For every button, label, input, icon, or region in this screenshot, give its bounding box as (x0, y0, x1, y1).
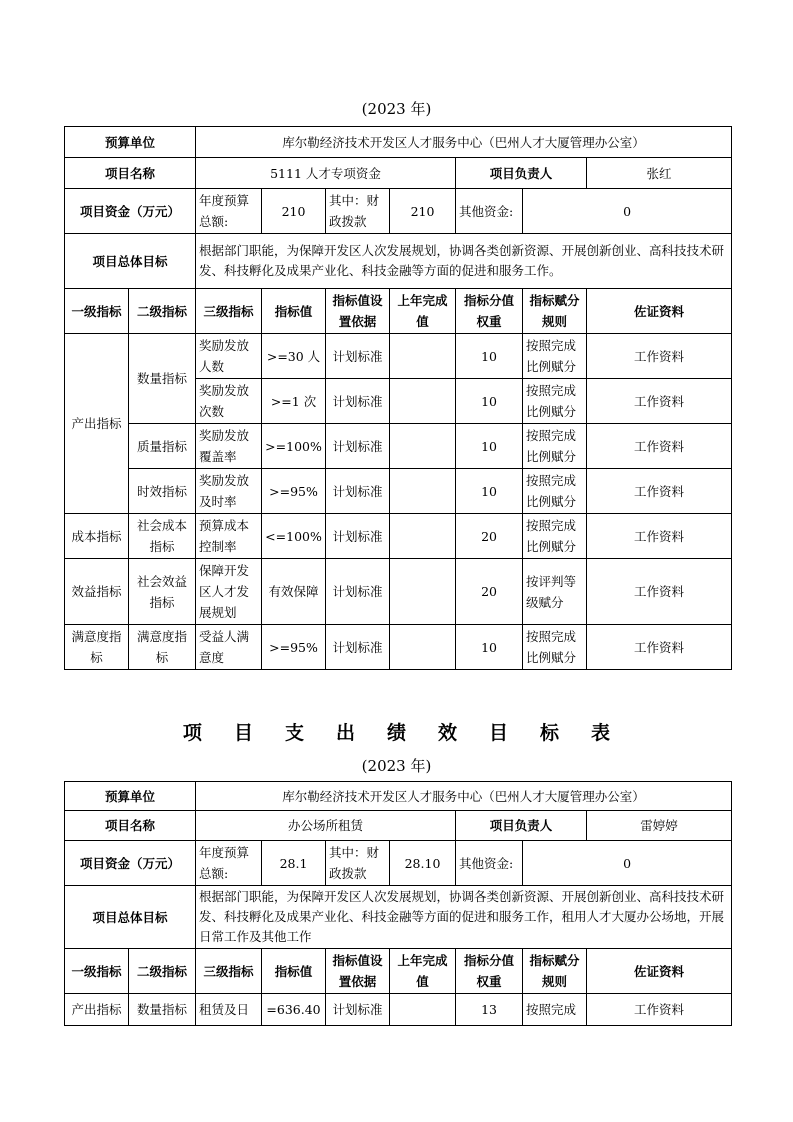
level2-cell: 时效指标 (129, 469, 196, 514)
basis-cell: 计划标准 (326, 379, 390, 424)
level3-cell: 保障开发区人才发展规划 (196, 559, 262, 625)
indicator-value: 有效保障 (262, 559, 326, 625)
project-leader-label: 项目负责人 (456, 811, 587, 841)
table-row (65, 469, 732, 514)
fiscal-allocation-value: 28.10 (390, 841, 456, 886)
level2-cell: 质量指标 (129, 424, 196, 469)
prev-value (390, 625, 456, 670)
title-char: 出 (335, 722, 355, 744)
annual-budget-value: 210 (262, 189, 326, 234)
overall-goal-text: 根据部门职能，为保障开发区人次发展规划，协调各类创新资源、开展创新创业、高科技技术研发、科技孵化及成果产业化、科技金融等方面的促进和服务工作，租用人才大厦办公场地，开展日常工作及其他工作 (196, 886, 732, 949)
level3-cell: 受益人满意度 (196, 625, 262, 670)
title-char: 效 (438, 722, 458, 744)
title-char: 表 (591, 722, 611, 744)
weight-cell: 10 (456, 469, 523, 514)
rule-cell: 按照完成比例赋分 (523, 379, 587, 424)
indicator-value: >=30 人 (262, 334, 326, 379)
title-char: 目 (233, 722, 253, 744)
header-row (65, 949, 732, 994)
level3-cell: 预算成本控制率 (196, 514, 262, 559)
level2-cell: 满意度指标 (129, 625, 196, 670)
other-funds-label: 其他资金: (456, 189, 523, 234)
prev-value (390, 514, 456, 559)
rule-cell: 按照完成比例赋分 (523, 424, 587, 469)
other-funds-value: 0 (523, 189, 732, 234)
level3-cell: 奖励发放次数 (196, 379, 262, 424)
prev-value (390, 559, 456, 625)
evidence-cell: 工作资料 (587, 469, 732, 514)
level2-cell: 社会成本指标 (129, 514, 196, 559)
weight-cell: 13 (456, 994, 523, 1026)
col-header: 三级指标 (196, 949, 262, 994)
table-row (65, 514, 732, 559)
col-header: 指标赋分规则 (523, 949, 587, 994)
basis-cell: 计划标准 (326, 424, 390, 469)
fiscal-allocation-label: 其中：财政拨款 (326, 189, 390, 234)
evidence-cell: 工作资料 (587, 559, 732, 625)
budget-unit-label: 预算单位 (65, 127, 196, 158)
indicator-value: >=95% (262, 625, 326, 670)
level1-cell: 满意度指标 (65, 625, 129, 670)
col-header: 一级指标 (65, 949, 129, 994)
performance-table-2 (64, 781, 732, 1026)
annual-budget-value: 28.1 (262, 841, 326, 886)
project-name-label: 项目名称 (65, 158, 196, 189)
evidence-cell: 工作资料 (587, 379, 732, 424)
basis-cell: 计划标准 (326, 994, 390, 1026)
level3-cell: 租赁及日 (196, 994, 262, 1026)
header-row (65, 289, 732, 334)
level2-cell: 社会效益指标 (129, 559, 196, 625)
indicator-value: >=100% (262, 424, 326, 469)
evidence-cell: 工作资料 (587, 424, 732, 469)
title-char: 项 (182, 722, 202, 744)
budget-unit-value: 库尔勒经济技术开发区人才服务中心（巴州人才大厦管理办公室） (196, 782, 732, 811)
indicator-value: =636.40 (262, 994, 326, 1026)
table-row (65, 625, 732, 670)
rule-cell: 按照完成比例赋分 (523, 625, 587, 670)
level2-cell: 数量指标 (129, 334, 196, 424)
title-char: 绩 (386, 722, 406, 744)
table-row (65, 334, 732, 379)
col-header: 佐证资料 (587, 949, 732, 994)
rule-cell: 按照完成比例赋分 (523, 334, 587, 379)
evidence-cell: 工作资料 (587, 514, 732, 559)
col-header: 指标分值权重 (456, 289, 523, 334)
project-name-value: 办公场所租赁 (196, 811, 456, 841)
level3-cell: 奖励发放人数 (196, 334, 262, 379)
prev-value (390, 379, 456, 424)
year-label-1: (2023 年) (361, 100, 432, 118)
level1-cell: 成本指标 (65, 514, 129, 559)
prev-value (390, 334, 456, 379)
overall-goal-label: 项目总体目标 (65, 886, 196, 949)
fiscal-allocation-value: 210 (390, 189, 456, 234)
basis-cell: 计划标准 (326, 559, 390, 625)
fiscal-allocation-label: 其中：财政拨款 (326, 841, 390, 886)
project-leader-value: 张红 (587, 158, 732, 189)
evidence-cell: 工作资料 (587, 994, 732, 1026)
project-fund-label: 项目资金（万元） (65, 841, 196, 886)
col-header: 指标赋分规则 (523, 289, 587, 334)
page-title (0, 718, 793, 745)
col-header: 二级指标 (129, 289, 196, 334)
weight-cell: 10 (456, 334, 523, 379)
level3-cell: 奖励发放覆盖率 (196, 424, 262, 469)
level1-cell: 产出指标 (65, 334, 129, 514)
basis-cell: 计划标准 (326, 469, 390, 514)
col-header: 指标值 (262, 949, 326, 994)
budget-unit-label: 预算单位 (65, 782, 196, 811)
indicator-value: >=1 次 (262, 379, 326, 424)
basis-cell: 计划标准 (326, 625, 390, 670)
prev-value (390, 469, 456, 514)
table-row (65, 559, 732, 625)
weight-cell: 10 (456, 424, 523, 469)
basis-cell: 计划标准 (326, 514, 390, 559)
rule-cell: 按评判等级赋分 (523, 559, 587, 625)
rule-cell: 按照完成比例赋分 (523, 514, 587, 559)
title-char: 标 (540, 722, 560, 744)
rule-cell: 按照完成比例赋分 (523, 469, 587, 514)
project-name-value: 5111 人才专项资金 (196, 158, 456, 189)
table-row (65, 424, 732, 469)
weight-cell: 20 (456, 514, 523, 559)
prev-value (390, 424, 456, 469)
project-fund-label: 项目资金（万元） (65, 189, 196, 234)
other-funds-label: 其他资金: (456, 841, 523, 886)
evidence-cell: 工作资料 (587, 334, 732, 379)
col-header: 指标值设置依据 (326, 949, 390, 994)
evidence-cell: 工作资料 (587, 625, 732, 670)
level1-cell: 产出指标 (65, 994, 129, 1026)
weight-cell: 10 (456, 379, 523, 424)
project-name-label: 项目名称 (65, 811, 196, 841)
col-header: 上年完成值 (390, 289, 456, 334)
performance-table-1 (64, 126, 732, 670)
project-leader-value: 雷婷婷 (587, 811, 732, 841)
rule-cell: 按照完成 (523, 994, 587, 1026)
level3-cell: 奖励发放及时率 (196, 469, 262, 514)
overall-goal-text: 根据部门职能，为保障开发区人次发展规划，协调各类创新资源、开展创新创业、高科技技术研发、科技孵化及成果产业化、科技金融等方面的促进和服务工作。 (196, 234, 732, 289)
annual-budget-label: 年度预算总额: (196, 841, 262, 886)
col-header: 三级指标 (196, 289, 262, 334)
col-header: 指标分值权重 (456, 949, 523, 994)
weight-cell: 20 (456, 559, 523, 625)
table-row (65, 994, 732, 1026)
project-leader-label: 项目负责人 (456, 158, 587, 189)
title-char: 支 (284, 722, 304, 744)
col-header: 佐证资料 (587, 289, 732, 334)
indicator-value: <=100% (262, 514, 326, 559)
prev-value (390, 994, 456, 1026)
year-label-2: (2023 年) (361, 757, 432, 775)
annual-budget-label: 年度预算总额: (196, 189, 262, 234)
other-funds-value: 0 (523, 841, 732, 886)
col-header: 指标值设置依据 (326, 289, 390, 334)
overall-goal-label: 项目总体目标 (65, 234, 196, 289)
level2-cell: 数量指标 (129, 994, 196, 1026)
basis-cell: 计划标准 (326, 334, 390, 379)
weight-cell: 10 (456, 625, 523, 670)
col-header: 指标值 (262, 289, 326, 334)
title-char: 目 (489, 722, 509, 744)
level1-cell: 效益指标 (65, 559, 129, 625)
col-header: 二级指标 (129, 949, 196, 994)
col-header: 一级指标 (65, 289, 129, 334)
col-header: 上年完成值 (390, 949, 456, 994)
budget-unit-value: 库尔勒经济技术开发区人才服务中心（巴州人才大厦管理办公室） (196, 127, 732, 158)
indicator-value: >=95% (262, 469, 326, 514)
